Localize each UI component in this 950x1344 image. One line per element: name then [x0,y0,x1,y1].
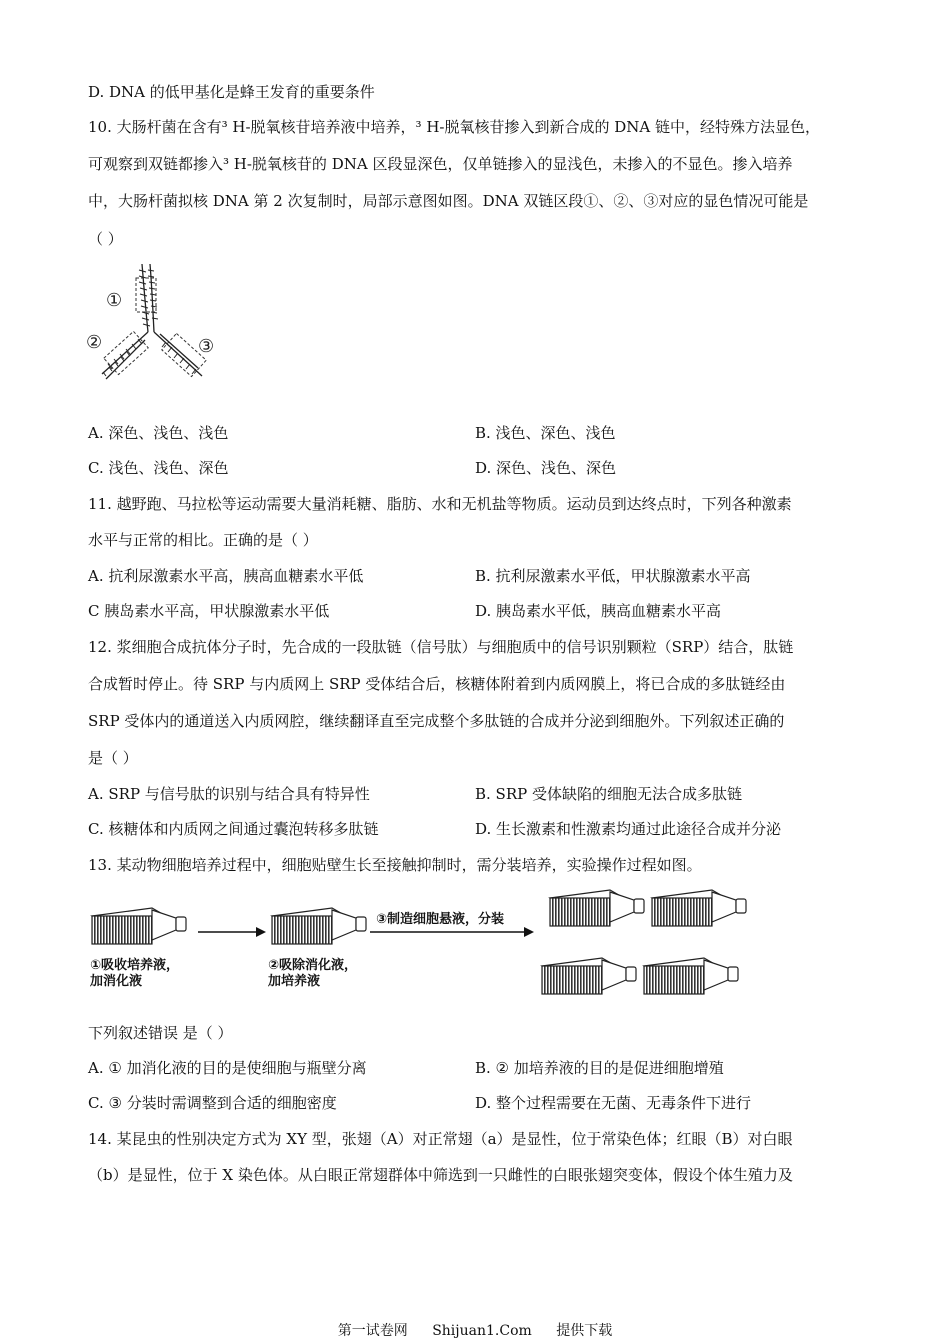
page-footer [0,1322,950,1340]
q10-stem-line2: 可观察到双链都掺入³ H-脱氧核苷的 DNA 区段显深色，仅单链掺入的显浅色，未掺入的不显色。掺入培养 [88,155,793,173]
q11-stem-line2: 水平与正常的相比。正确的是（ ） [88,531,318,549]
footer-tail: 提供下载 [556,1323,613,1339]
cell-culture-flask-diagram [88,886,768,998]
fig-label-1: ① [106,290,123,311]
q11-option-a: A. 抗利尿激素水平高，胰高血糖素水平低 [88,567,364,585]
flask-result-3 [542,958,636,994]
fig-label-2: ② [86,332,103,353]
q12-stem-line3: SRP 受体内的通道送入内质网腔，继续翻译直至完成整个多肽链的合成并分泌到细胞外。下列叙述正确的 [88,712,785,730]
q10-stem-line1: 10. 大肠杆菌在含有³ H-脱氧核苷培养液中培养，³ H-脱氧核苷掺入到新合成的 DNA 链中，经特殊方法显色， [88,118,821,136]
q10-option-d: D. 深色、浅色、深色 [475,459,617,477]
flask-step2 [272,908,366,944]
step1-label-line1: ①吸收培养液， [90,958,180,973]
q12-option-c: C. 核糖体和内质网之间通过囊泡转移多肽链 [88,820,379,838]
q10-option-a: A. 深色、浅色、浅色 [88,424,229,442]
q13-option-a: A. ① 加消化液的目的是使细胞与瓶壁分离 [88,1059,367,1077]
q13-option-c: C. ③ 分装时需调整到合适的细胞密度 [88,1094,337,1112]
q13-option-d: D. 整个过程需要在无菌、无毒条件下进行 [475,1094,752,1112]
q12-stem-line1: 12. 浆细胞合成抗体分子时，先合成的一段肽链（信号肽）与细胞质中的信号识别颗粒（SRP）结合，肽链 [88,638,794,656]
q10-stem-line3: 中，大肠杆菌拟核 DNA 第 2 次复制时，局部示意图如图。DNA 双链区段①、②、③对应的显色情况可能是 [88,192,809,210]
q10-option-c: C. 浅色、浅色、深色 [88,459,229,477]
q14-stem-line1: 14. 某昆虫的性别决定方式为 XY 型，张翅（A）对正常翅（a）是显性，位于常染色体；红眼（B）对白眼 [88,1130,793,1148]
q11-option-d: D. 胰岛素水平低，胰高血糖素水平高 [475,602,722,620]
q12-option-d: D. 生长激素和性激素均通过此途径合成并分泌 [475,820,782,838]
flask-result-2 [652,890,746,926]
footer-domain: Shijuan1.Com [432,1323,532,1339]
q13-option-b: B. ② 加培养液的目的是促进细胞增殖 [475,1059,724,1077]
q10-option-b: B. 浅色、深色、浅色 [475,424,616,442]
flask-step1 [92,908,186,944]
step2-label-line2: 加培养液 [268,974,321,989]
fig-label-3: ③ [198,336,215,357]
footer-site: 第一试卷网 [337,1323,408,1339]
q11-stem-line1: 11. 越野跑、马拉松等运动需要大量消耗糖、脂肪、水和无机盐等物质。运动员到达终点时，下列各种激素 [88,495,792,513]
step1-label-line2: 加消化液 [90,974,143,989]
dna-replication-fork-diagram [84,258,234,388]
q13-stem-line1: 13. 某动物细胞培养过程中，细胞贴壁生长至接触抑制时，需分装培养，实验操作过程如图。 [88,856,702,874]
step3-label: ③制造细胞悬液，分装 [376,912,505,927]
q11-option-b: B. 抗利尿激素水平低，甲状腺激素水平高 [475,567,751,585]
flask-result-1 [550,890,644,926]
q11-option-c: C 胰岛素水平高，甲状腺激素水平低 [88,602,330,620]
q10-stem-line4: （ ） [88,230,123,248]
q12-option-b: B. SRP 受体缺陷的细胞无法合成多肽链 [475,785,742,803]
q13-stem-line2: 下列叙述错误 是（ ） [88,1024,233,1042]
q12-stem-line4: 是（ ） [88,749,138,767]
q9-option-d: D. DNA 的低甲基化是蜂王发育的重要条件 [88,83,375,101]
flask-result-4 [644,958,738,994]
q14-stem-line2: （b）是显性，位于 X 染色体。从白眼正常翅群体中筛选到一只雌性的白眼张翅突变体，假设个体生殖力及 [88,1166,793,1184]
q12-option-a: A. SRP 与信号肽的识别与结合具有特异性 [88,785,370,803]
q12-stem-line2: 合成暂时停止。待 SRP 与内质网上 SRP 受体结合后，核糖体附着到内质网膜上，将已合成的多肽链经由 [88,675,786,693]
step2-label-line1: ②吸除消化液， [268,958,358,973]
